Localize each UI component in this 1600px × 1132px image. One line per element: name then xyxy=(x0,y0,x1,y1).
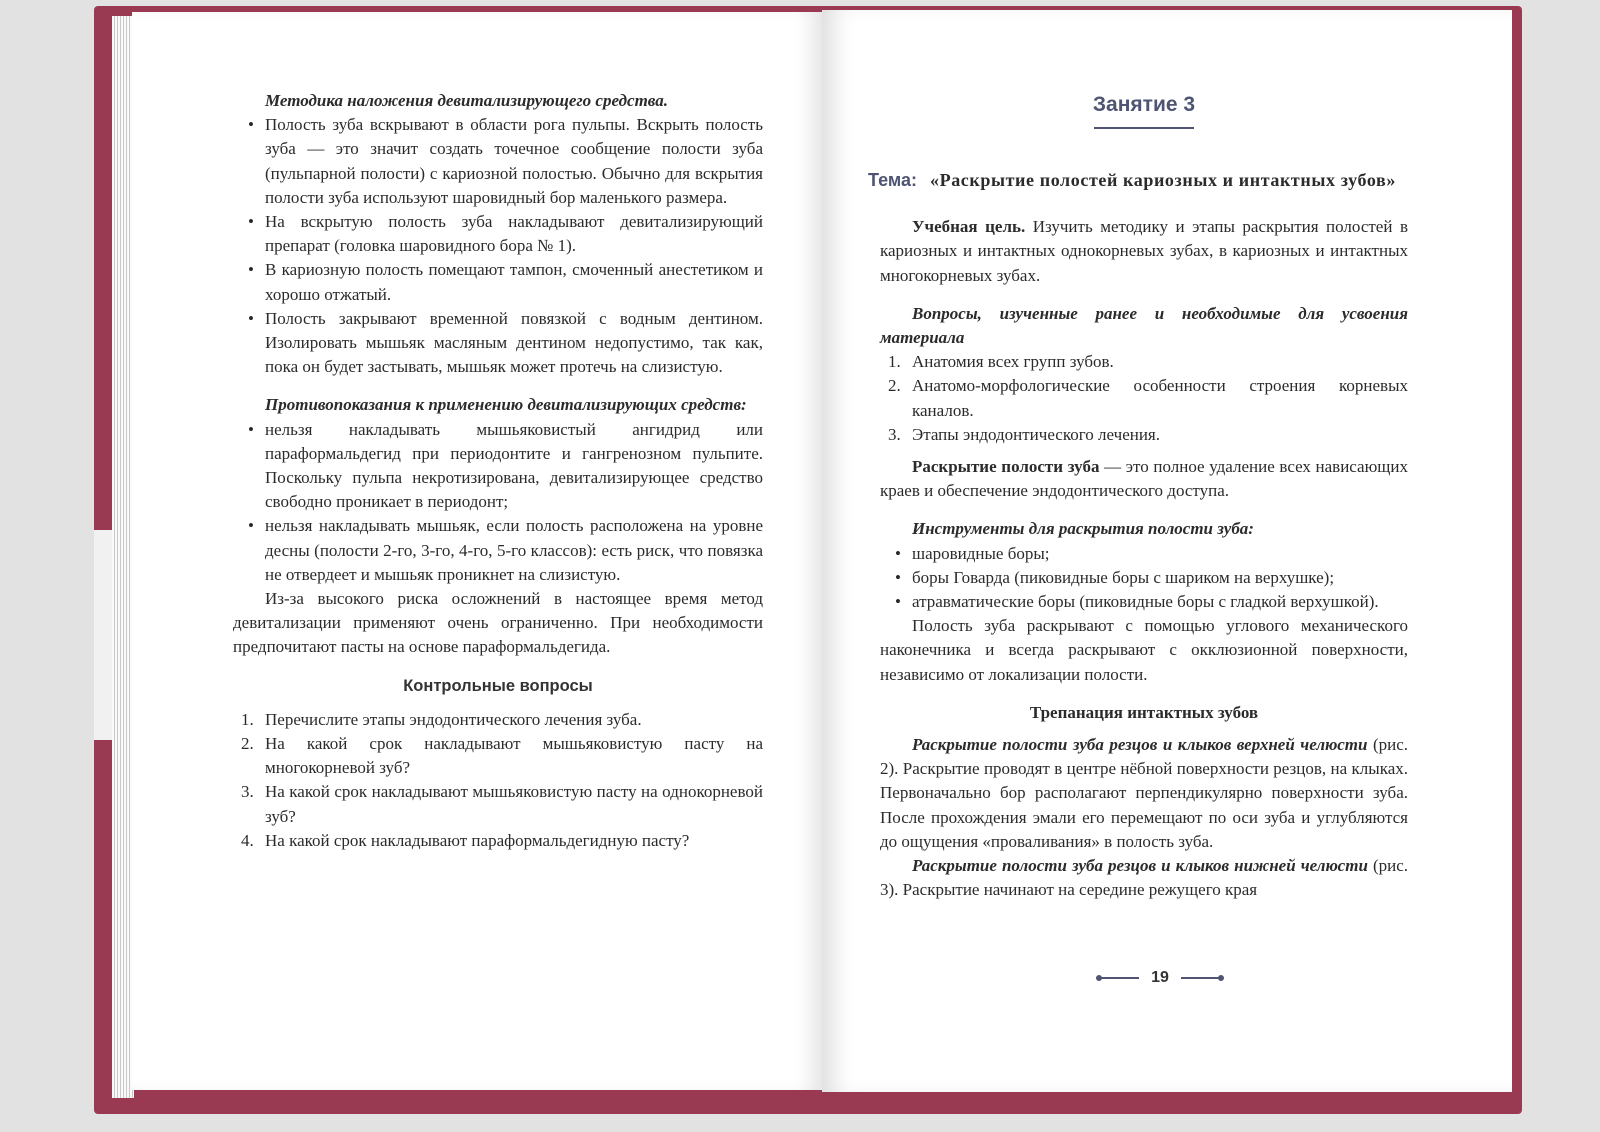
prior-knowledge-heading: Вопросы, изученные ранее и необходимые для усвоения материала xyxy=(880,303,1408,348)
questions-heading: Контрольные вопросы xyxy=(403,676,593,695)
list-item: • боры Говарда (пиковидные боры с шариком на верхушке); xyxy=(912,566,1408,590)
page-number-value: 19 xyxy=(1151,969,1169,986)
right-page-text xyxy=(868,93,1408,902)
question-number: 2. xyxy=(241,734,254,754)
theme-text: «Раскрытие полостей кариозных и интактных зубов» xyxy=(930,170,1396,191)
page-edges xyxy=(112,16,134,1098)
definition-term: Раскрытие полости зуба xyxy=(912,457,1100,477)
lower-jaw-term: Раскрытие полости зуба резцов и клыков нижней челюсти xyxy=(912,856,1368,876)
goal-label: Учебная цель. xyxy=(912,217,1026,237)
prior-knowledge-list xyxy=(880,350,1408,447)
page-number xyxy=(1090,966,1230,990)
trepanation-heading: Трепанация интактных зубов xyxy=(1029,702,1259,722)
item-text: Анатомия всех групп зубов. xyxy=(912,352,1114,372)
goal-text: Изучить методику и этапы раскрытия полостей в кариозных и интактных однокорневых зубах, в кариозных и интактных многокорневых зубах. xyxy=(880,217,1408,285)
list-item: • Полость закрывают временной повязкой с водным дентином. Изолировать мышьяк масляным дентином недопустимо, так как, пока он будет застывать, мышьяк может протечь на слизистую. xyxy=(265,307,763,380)
definition-text: — это полное удаление всех нависающих краев и обеспечение эндодонтического доступа. xyxy=(880,457,1408,501)
contraindications-heading: Противопоказания к применению девитализирующих средств: xyxy=(265,395,747,415)
questions-list xyxy=(233,708,763,853)
opening-paragraph: Полость зуба раскрывают с помощью углового механического наконечника и всегда раскрывают с окклюзионной поверхности, независимо от локализации полости. xyxy=(880,616,1408,684)
method-heading: Методика наложения девитализирующего средства. xyxy=(265,91,669,110)
list-item xyxy=(888,423,1408,447)
question-number: 3. xyxy=(241,782,254,802)
list-item: • нельзя накладывать мышьяк, если полость расположена на уровне десны (полости 2-го, 3-го, 4-го, 5-го классов): есть риск, что повязка не отвердеет и мышьяк проникнет на слизистую. xyxy=(265,514,763,587)
lower-jaw-paragraph xyxy=(880,854,1408,902)
question-text: На какой срок накладывают мышьяковистую пасту на однокорневой зуб? xyxy=(265,782,763,826)
left-page-text xyxy=(233,89,763,853)
question-item xyxy=(241,780,763,828)
contraindications-list xyxy=(233,418,763,587)
item-number: 2. xyxy=(888,376,901,396)
upper-jaw-term: Раскрытие полости зуба резцов и клыков верхней челюсти xyxy=(912,735,1368,755)
list-item: • шаровидные боры; xyxy=(912,542,1408,566)
upper-jaw-text: (рис. 2). Раскрытие проводят в центре нёбной поверхности резцов, на клыках. Первоначально бор располагают перпендикулярно поверхности зуба. После прохождения эмали его перемещают по оси зуба и углубляются до ощущения «проваливания» в полость зуба. xyxy=(880,735,1408,851)
item-text: Анатомо-морфологические особенности строения корневых каналов. xyxy=(912,376,1408,420)
question-item xyxy=(241,829,763,853)
page-number-ornament-left xyxy=(1099,977,1139,979)
lower-jaw-text: (рис. 3). Раскрытие начинают на середине режущего края xyxy=(880,856,1408,900)
list-item: • нельзя накладывать мышьяковистый ангидрид или параформальдегид при периодонтите и гангренозном пульпите. Поскольку пульпа некротизирована, девитализирующее средство свободно проникает в периодонт; xyxy=(265,418,763,515)
question-number: 1. xyxy=(241,709,254,729)
question-item xyxy=(241,732,763,780)
lesson-title: Занятие 3 xyxy=(1092,93,1196,116)
list-item xyxy=(888,350,1408,374)
closing-paragraph: Из-за высокого риска осложнений в настоящее время метод девитализации применяют очень ограниченно. При необходимости предпочитают пасты на основе параформальдегида. xyxy=(233,589,763,657)
question-item xyxy=(241,708,763,732)
question-text: Перечислите этапы эндодонтического лечения зуба. xyxy=(265,709,642,729)
theme-label: Тема: xyxy=(868,170,917,191)
upper-jaw-paragraph xyxy=(880,733,1408,854)
list-item: • атравматические боры (пиковидные боры с гладкой верхушкой). xyxy=(912,590,1408,614)
page-number-ornament-right xyxy=(1181,977,1221,979)
list-item xyxy=(888,374,1408,422)
item-number: 3. xyxy=(888,424,901,444)
list-item: • В кариозную полость помещают тампон, смоченный анестетиком и хорошо отжатый. xyxy=(265,258,763,306)
item-text: Этапы эндодонтического лечения. xyxy=(912,424,1161,444)
theme-block xyxy=(868,167,1408,193)
title-underline xyxy=(1094,127,1194,129)
item-number: 1. xyxy=(888,352,901,372)
goal-paragraph xyxy=(880,215,1408,288)
definition-paragraph xyxy=(880,455,1408,503)
instruments-heading: Инструменты для раскрытия полости зуба: xyxy=(912,519,1254,539)
question-number: 4. xyxy=(241,830,254,850)
question-text: На какой срок накладывают мышьяковистую пасту на многокорневой зуб? xyxy=(265,734,763,778)
instruments-list xyxy=(880,542,1408,615)
list-item: • На вскрытую полость зуба накладывают девитализирующий препарат (головка шаровидного бора № 1). xyxy=(265,210,763,258)
method-list xyxy=(233,113,763,379)
question-text: На какой срок накладывают параформальдегидную пасту? xyxy=(265,830,690,850)
list-item: • Полость зуба вскрывают в области рога пульпы. Вскрыть полость зуба — это значит создать точечное сообщение полости зуба (пульпарной полости) с кариозной полостью. Обычно для вскрытия полости зуба используют шаровидный бор маленького размера. xyxy=(265,113,763,210)
